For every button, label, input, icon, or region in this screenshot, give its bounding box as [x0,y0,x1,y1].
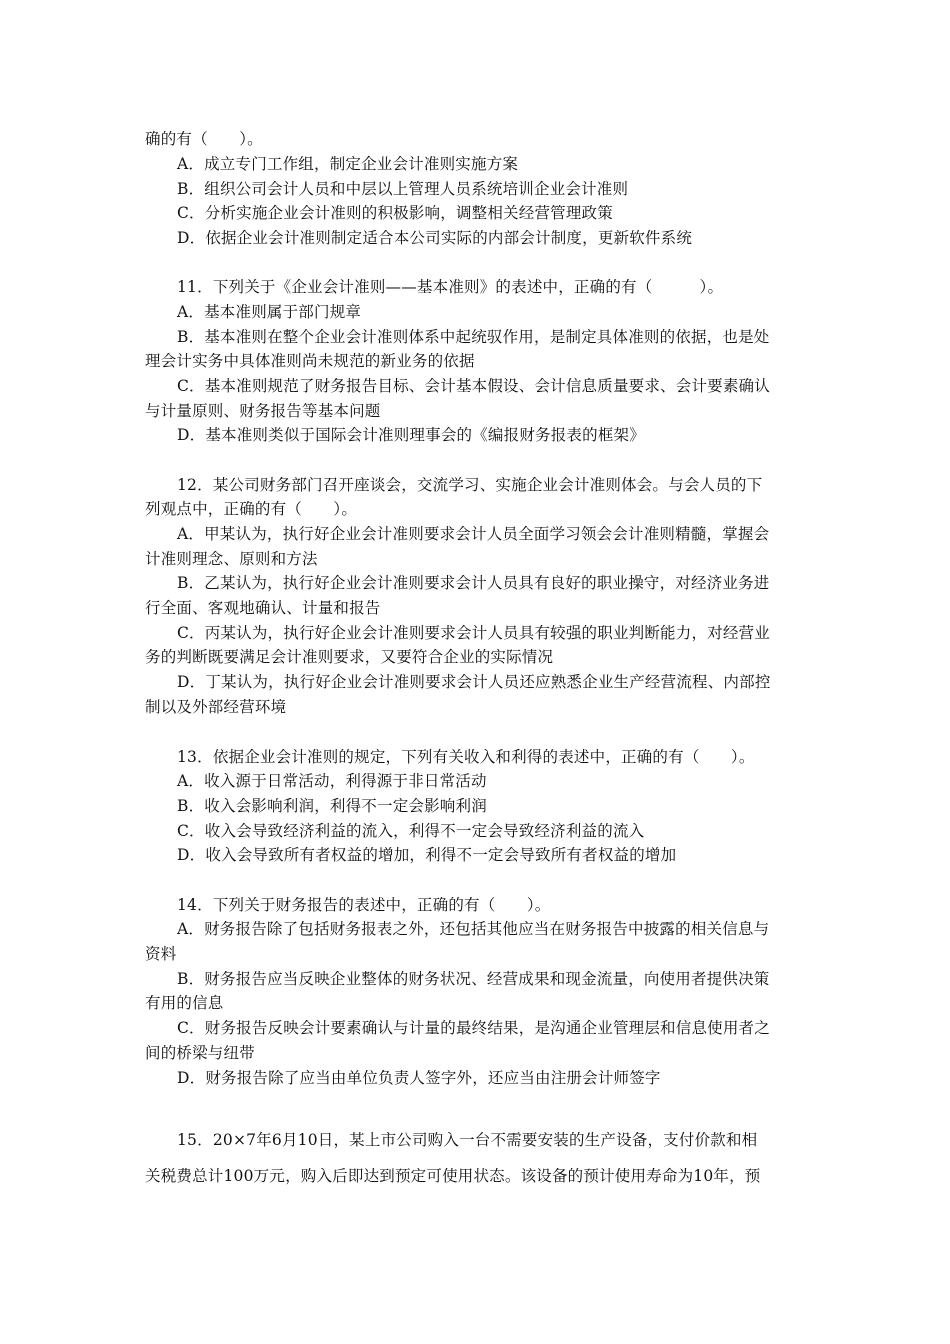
q13-option-c: C．收入会导致经济利益的流入，利得不一定会导致经济利益的流入 [177,822,645,840]
q14-option-b: B．财务报告应当反映企业整体的财务状况、经营成果和现金流量，向使用者提供决策 [177,970,770,988]
q14-stem: 14．下列关于财务报告的表述中，正确的有（ ）。 [177,896,551,914]
q12-stem: 12．某公司财务部门召开座谈会，交流学习、实施企业会计准则体会。与会人员的下 [177,476,763,494]
q15-stem: 15．20×7年6月10日，某上市公司购入一台不需要安装的生产设备，支付价款和相 [177,1131,758,1149]
q12-option-b: B．乙某认为，执行好企业会计准则要求会计人员具有良好的职业操守，对经济业务进 [177,574,770,592]
q14-option-c-cont: 间的桥梁与纽带 [145,1044,255,1062]
q14-option-b-cont: 有用的信息 [145,994,224,1012]
q14-option-d: D．财务报告除了应当由单位负责人签字外，还应当由注册会计师签字 [177,1069,661,1087]
q14-option-c: C．财务报告反映会计要素确认与计量的最终结果，是沟通企业管理层和信息使用者之 [177,1019,770,1037]
q11-option-b-cont: 理会计实务中具体准则尚未规范的新业务的依据 [145,352,475,370]
q14-option-a: A．财务报告除了包括财务报表之外，还包括其他应当在财务报告中披露的相关信息与 [177,920,770,938]
q12-option-a: A．甲某认为，执行好企业会计准则要求会计人员全面学习领会会计准则精髓，掌握会 [177,525,770,543]
q11-option-c-cont: 与计量原则、财务报告等基本问题 [145,402,381,420]
q12-option-c: C．丙某认为，执行好企业会计准则要求会计人员具有较强的职业判断能力，对经营业 [177,624,770,642]
q13-option-b: B．收入会影响利润，利得不一定会影响利润 [177,797,487,815]
q12-option-a-cont: 计准则理念、原则和方法 [145,550,318,568]
q10-option-c: C．分析实施企业会计准则的积极影响，调整相关经营管理政策 [177,204,613,222]
q13-option-d: D．收入会导致所有者权益的增加，利得不一定会导致所有者权益的增加 [177,846,677,864]
q14-option-a-cont: 资料 [145,945,177,963]
q11-option-c: C．基本准则规范了财务报告目标、会计基本假设、会计信息质量要求、会计要素确认 [177,377,770,395]
q10-stem-end: 确的有（ ）。 [145,130,263,148]
q15-stem-cont: 关税费总计100万元，购入后即达到预定可使用状态。该设备的预计使用寿命为10年，预 [145,1167,761,1185]
q13-stem: 13．依据企业会计准则的规定，下列有关收入和利得的表述中，正确的有（ ）。 [177,748,755,766]
q13-option-a: A．收入源于日常活动，利得源于非日常活动 [177,772,487,790]
q11-option-b: B．基本准则在整个企业会计准则体系中起统驭作用，是制定具体准则的依据，也是处 [177,328,770,346]
q12-option-b-cont: 行全面、客观地确认、计量和报告 [145,599,381,617]
q12-option-d-cont: 制以及外部经营环境 [145,698,287,716]
q12-option-d: D．丁某认为，执行好企业会计准则要求会计人员还应熟悉企业生产经营流程、内部控 [177,673,771,691]
q11-option-d: D．基本准则类似于国际会计准则理事会的《编报财务报表的框架》 [177,426,645,444]
q10-option-b: B．组织公司会计人员和中层以上管理人员系统培训企业会计准则 [177,180,629,198]
q10-option-d: D．依据企业会计准则制定适合本公司实际的内部会计制度，更新软件系统 [177,229,693,247]
q12-option-c-cont: 务的判断既要满足会计准则要求，又要符合企业的实际情况 [145,648,554,666]
q12-stem-cont: 列观点中，正确的有（ ）。 [145,500,358,518]
q10-option-a: A．成立专门工作组，制定企业会计准则实施方案 [177,155,519,173]
q11-option-a: A．基本准则属于部门规章 [177,303,362,321]
q11-stem: 11．下列关于《企业会计准则——基本准则》的表述中，正确的有（ ）。 [177,278,724,296]
